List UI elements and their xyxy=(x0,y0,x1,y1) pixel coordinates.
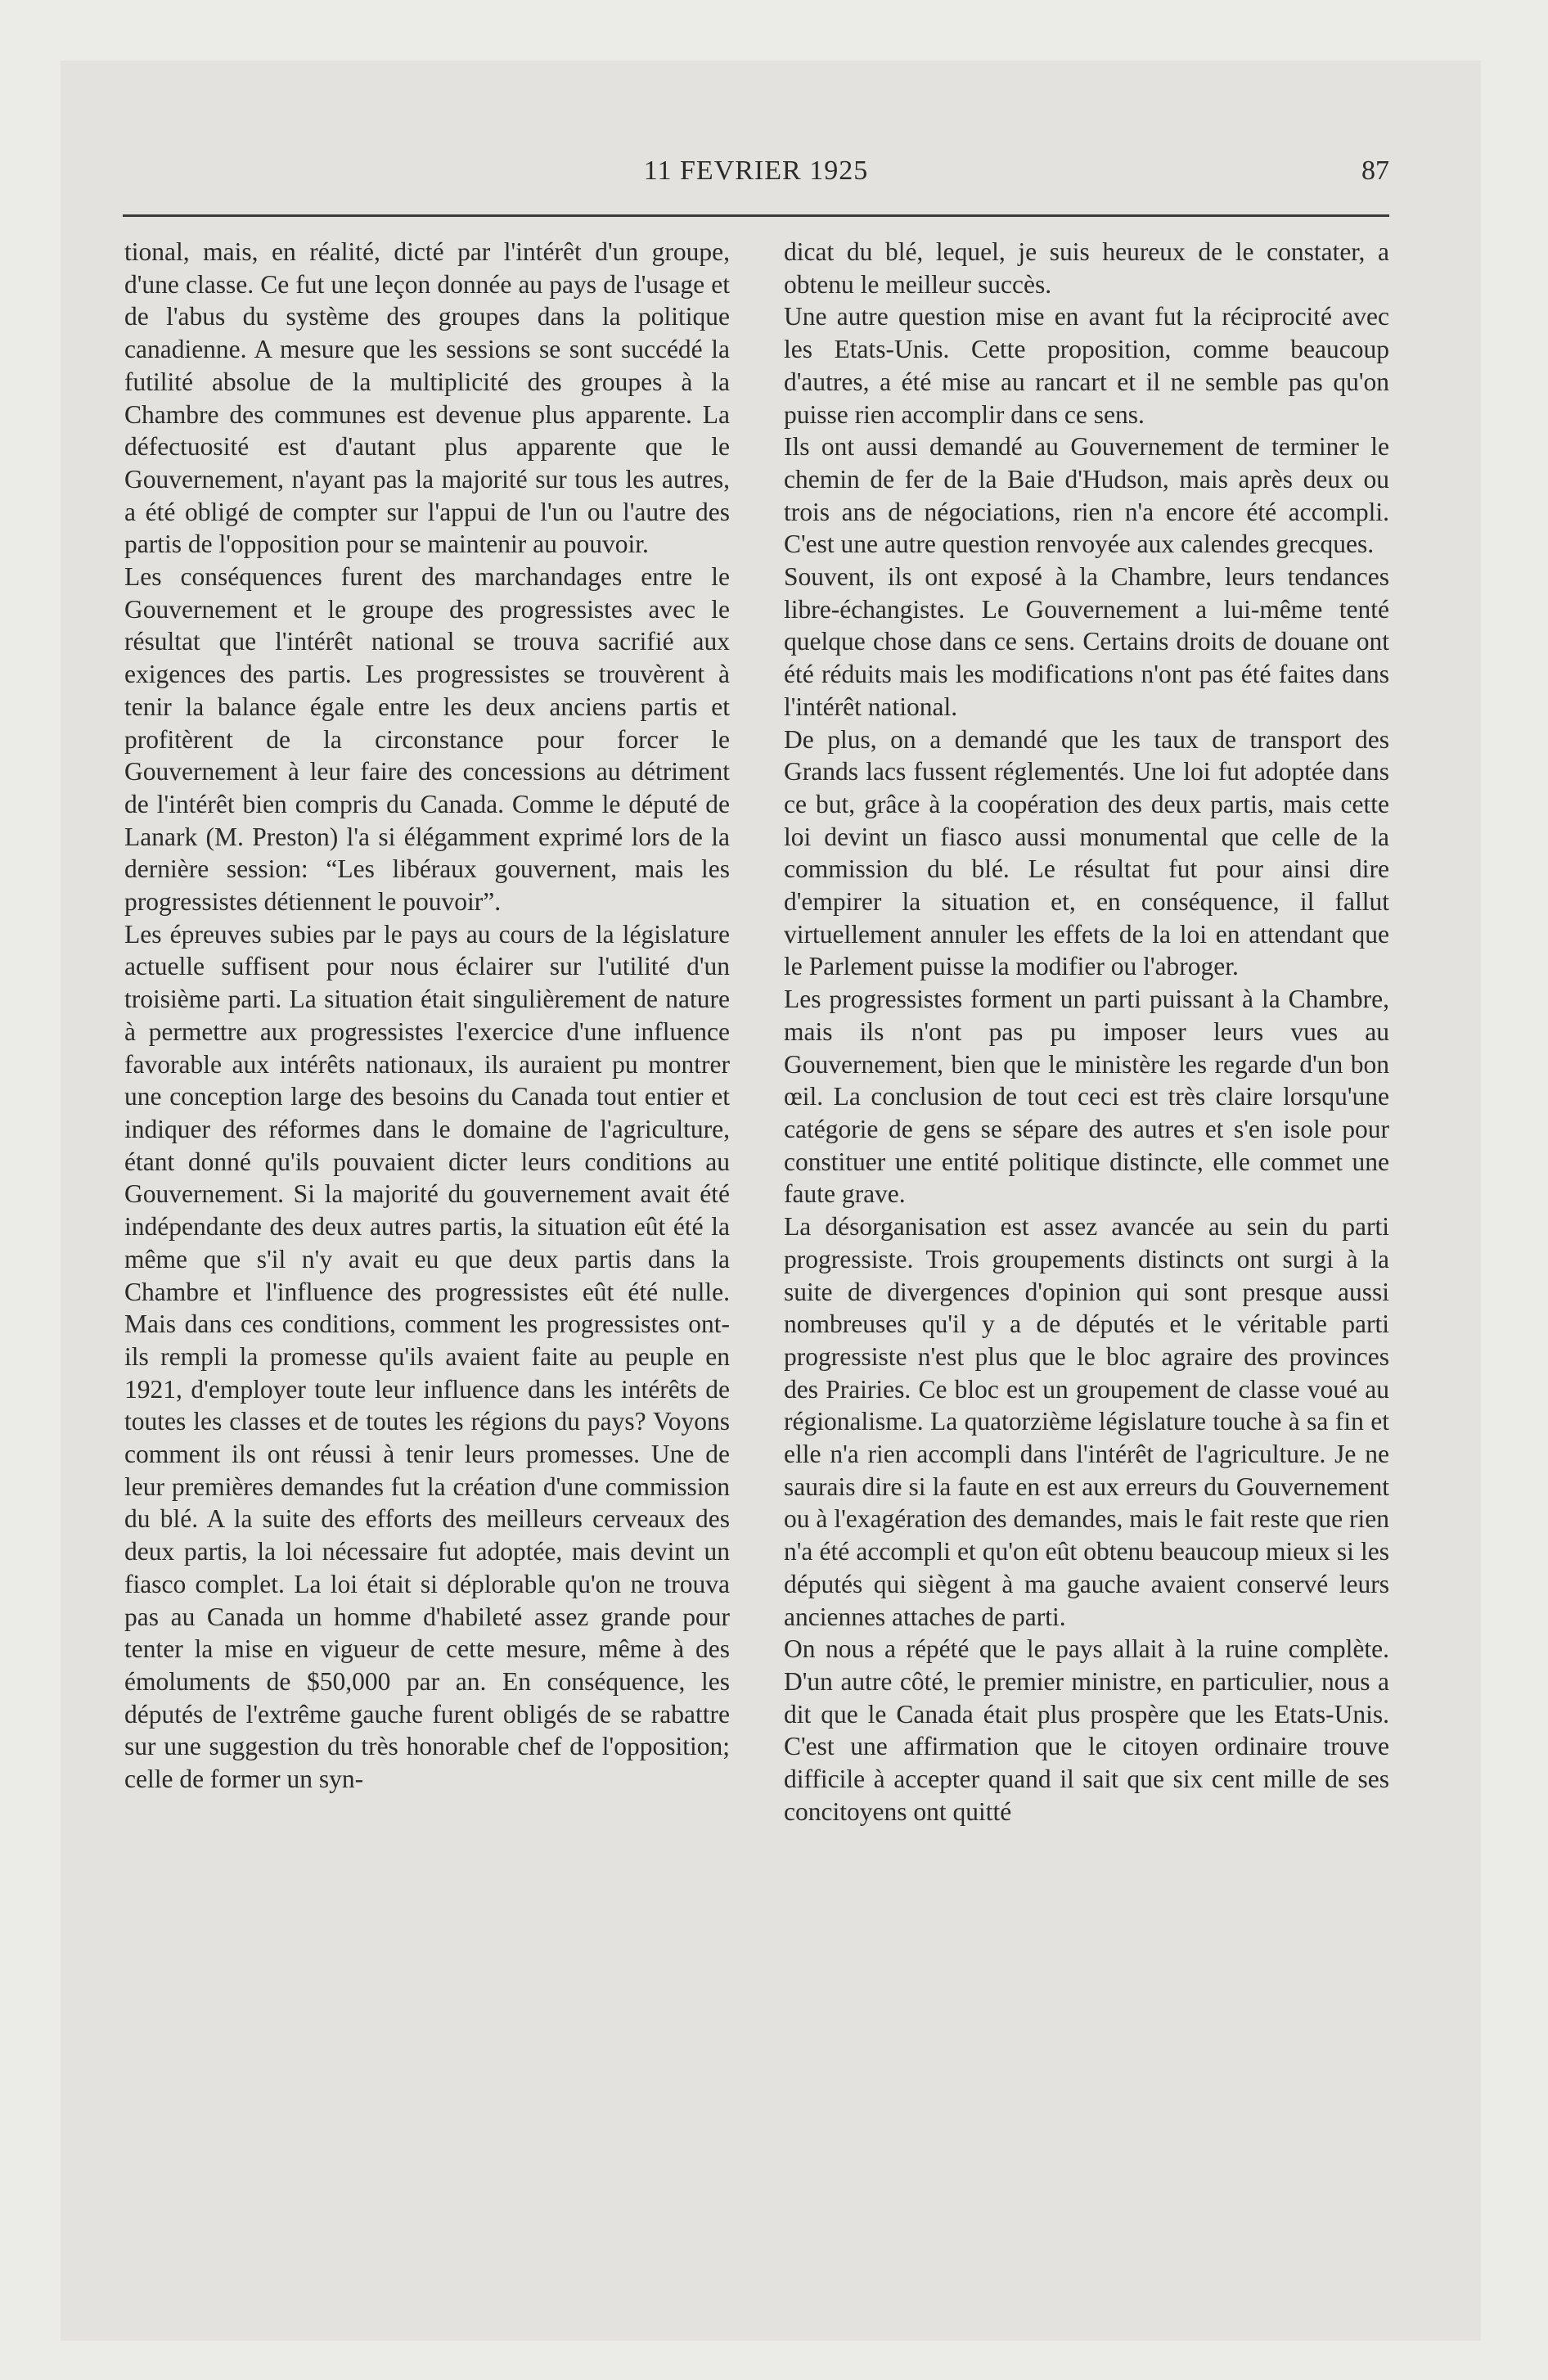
paragraph: Ils ont aussi demandé au Gouvernement de terminer le chemin de fer de la Baie d'Hudson, mais après deux ou trois ans de négociations, rien n'a encore été accompli. C'est une autre question renvoyée aux calendes grecques. xyxy=(784,432,1389,559)
paragraph: La désorganisation est assez avancée au sein du parti progressiste. Trois groupements distincts ont surgi à la suite de divergences d'opinion qui sont presque aussi nombreuses qu'il y a de députés et le véritable parti progressiste n'est plus que le bloc agraire des provinces des Prairies. Ce bloc est un groupement de classe voué au régionalisme. La quatorzième législature touche à sa fin et elle n'a rien accompli dans l'intérêt de l'agriculture. Je ne saurais dire si la faute en est aux erreurs du Gouvernement ou à l'exagération des demandes, mais le fait reste que rien n'a été accompli et qu'on eût obtenu beaucoup mieux si les députés qui siègent à ma gauche avaient conservé leurs anciennes attaches de parti. xyxy=(784,1212,1389,1631)
page-header xyxy=(123,156,1389,201)
header-rule xyxy=(123,214,1389,217)
paragraph: Les conséquences furent des marchandages entre le Gouvernement et le groupe des progressistes avec le résultat que l'intérêt national se trouva sacrifié aux exigences des partis. Les progressistes se trouvèrent à tenir la balance égale entre les deux anciens partis et profitèrent de la circonstance pour forcer le Gouvernement à leur faire des concessions au détriment de l'intérêt bien compris du Canada. Comme le député de Lanark (M. Preston) l'a si élégamment exprimé lors de la dernière session: “Les libéraux gouvernent, mais les progressistes détiennent le pouvoir”. xyxy=(124,562,730,917)
paragraph: Souvent, ils ont exposé à la Chambre, leurs tendances libre-échangistes. Le Gouvernement a lui-même tenté quelque chose dans ce sens. Certains droits de douane ont été réduits mais les modifications n'ont pas été faites dans l'intérêt national. xyxy=(784,562,1389,721)
paragraph: De plus, on a demandé que les taux de transport des Grands lacs fussent réglementés. Une loi fut adoptée dans ce but, grâce à la coopération des deux partis, mais cette loi devint un fiasco aussi monumental que celle de la commission du blé. Le résultat fut pour ainsi dire d'empirer la situation et, en conséquence, il fallut virtuellement annuler les effets de la loi en attendant que le Parlement puisse la modifier ou l'abroger. xyxy=(784,724,1389,981)
page-number: 87 xyxy=(1361,156,1389,186)
paragraph: Les progressistes forment un parti puissant à la Chambre, mais ils n'ont pas pu imposer leurs vues au Gouvernement, bien que le ministère les regarde d'un bon œil. La conclusion de tout ceci est très claire lorsqu'une catégorie de gens se sépare des autres et s'en isole pour constituer une entité politique distincte, elle commet une faute grave. xyxy=(784,985,1389,1209)
paragraph: tional, mais, en réalité, dicté par l'intérêt d'un groupe, d'une classe. Ce fut une leçon donnée au pays de l'usage et de l'abus du système des groupes dans la politique canadienne. A mesure que les sessions se sont succédé la futilité absolue de la multiplicité des groupes à la Chambre des communes est devenue plus apparente. La défectuosité est d'autant plus apparente que le Gouvernement, n'ayant pas la majorité sur tous les autres, a été obligé de compter sur l'appui de l'un ou l'autre des partis de l'opposition pour se maintenir au pouvoir. xyxy=(124,237,730,559)
paragraph: Une autre question mise en avant fut la réciprocité avec les Etats-Unis. Cette proposition, comme beaucoup d'autres, a été mise au rancart et il ne semble pas qu'on puisse rien accomplir dans ce sens. xyxy=(784,302,1389,429)
paragraph: Les épreuves subies par le pays au cours de la législature actuelle suffisent pour nous éclairer sur l'utilité d'un troisième parti. La situation était singulièrement de nature à permettre aux progressistes l'exercice d'une influence favorable aux intérêts nationaux, ils auraient pu montrer une conception large des besoins du Canada tout entier et indiquer des réformes dans le domaine de l'agriculture, étant donné qu'ils pouvaient dicter leurs conditions au Gouvernement. Si la majorité du gouvernement avait été indépendante des deux autres partis, la situation eût été la même que s'il n'y avait eu que deux partis dans la Chambre et l'influence des progressistes eût été nulle. Mais dans ces conditions, comment les progressistes ont-ils rempli la promesse qu'ils avaient faite au peuple en 1921, d'employer toute leur influence dans les intérêts de toutes les classes et de toutes les régions du pays? Voyons comment ils ont réussi à tenir leurs promesses. Une de leur premières demandes fut la création d'une commission du blé. A la suite des efforts des meilleurs cerveaux des deux partis, la loi nécessaire fut adoptée, mais devint un fiasco complet. La loi était si déplorable qu'on ne trouva pas au Canada un homme d'habileté assez grande pour tenter la mise en vigueur de cette mesure, même à des émoluments de $50,000 par an. En conséquence, les députés de l'extrême gauche furent obligés de se rabattre sur une suggestion du très honorable chef de l'opposition; celle de former un syn- xyxy=(124,919,730,1794)
paragraph: On nous a répété que le pays allait à la ruine complète. D'un autre côté, le premier ministre, en particulier, nous a dit que le Canada était plus prospère que les Etats-Unis. C'est une affirmation que le citoyen ordinaire trouve difficile à accepter quand il sait que six cent mille de ses concitoyens ont quitté xyxy=(784,1634,1389,1826)
left-column xyxy=(124,236,730,1796)
page-title: 11 FEVRIER 1925 xyxy=(643,156,869,186)
right-column xyxy=(784,236,1389,1828)
paragraph: dicat du blé, lequel, je suis heureux de le constater, a obtenu le meilleur succès. xyxy=(784,237,1389,299)
